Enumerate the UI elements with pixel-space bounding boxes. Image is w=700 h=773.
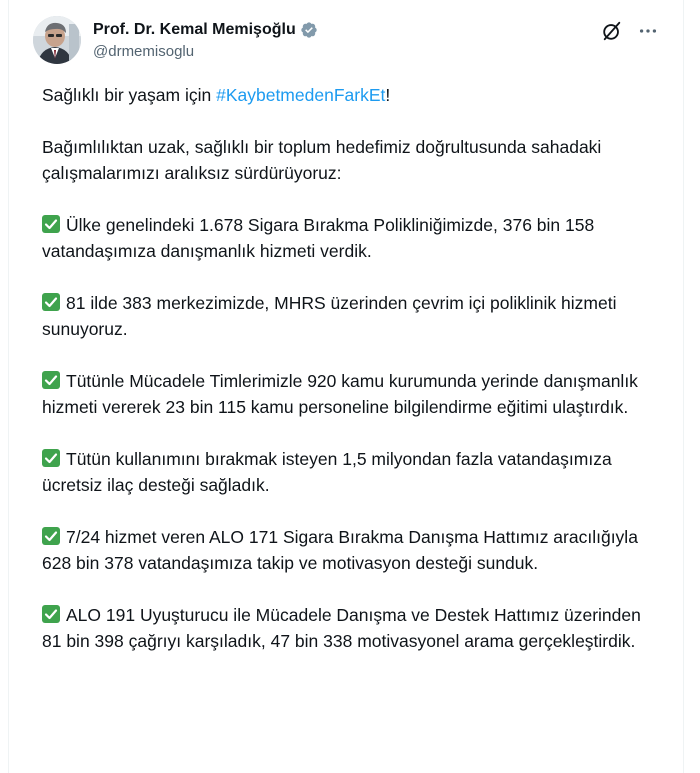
check-mark-icon: [42, 449, 60, 467]
list-item-text: Tütün kullanımını bırakmak isteyen 1,5 milyondan fazla vatandaşımıza ücretsiz ilaç desteği sağladık.: [42, 449, 612, 495]
tweet-actions: [601, 20, 659, 42]
check-mark-icon: [42, 605, 60, 623]
tweet-line-1: [42, 82, 659, 108]
tweet-header: [33, 16, 667, 72]
line1-suffix: !: [385, 85, 391, 105]
list-item: [42, 524, 659, 576]
tweet-card: [8, 0, 684, 773]
list-item-text: Tütünle Mücadele Timlerimizle 920 kamu kurumunda yerinde danışmanlık hizmeti vererek 23 bin 115 kamu personeline bilgilendirme eğitimi ulaştırdık.: [42, 371, 638, 417]
list-item: [42, 602, 659, 654]
list-item-text: ALO 191 Uyuşturucu ile Mücadele Danışma ve Destek Hattımız üzerinden 81 bin 398 çağrıyı karşıladık, 47 bin 338 motivasyonel arama gerçekleştirdik.: [42, 605, 641, 651]
avatar[interactable]: [33, 16, 81, 64]
list-item-text: Ülke genelindeki 1.678 Sigara Bırakma Polikliniğimizde, 376 bin 158 vatandaşımıza danışmanlık hizmeti verdik.: [42, 215, 595, 261]
check-mark-icon: [42, 527, 60, 545]
hashtag-link[interactable]: #KaybetmedenFarkEt: [216, 85, 386, 105]
tweet-text: [42, 82, 659, 680]
list-item-text: 7/24 hizmet veren ALO 171 Sigara Bırakma Danışma Hattımız aracılığıyla 628 bin 378 vatandaşımıza takip ve motivasyon desteği sunduk.: [42, 527, 638, 573]
avatar-image: [33, 16, 81, 64]
tweet-intro: Bağımlılıktan uzak, sağlıklı bir toplum hedefimiz doğrultusunda sahadaki çalışmalarımızı aralıksız sürdürüyoruz:: [42, 137, 602, 183]
check-mark-icon: [42, 371, 60, 389]
display-name[interactable]: Prof. Dr. Kemal Memişoğlu: [93, 21, 296, 38]
check-mark-icon: [42, 293, 60, 311]
more-icon[interactable]: [637, 20, 659, 42]
verified-badge-icon[interactable]: [300, 21, 318, 39]
author-names: [93, 19, 318, 60]
list-item-text: 81 ilde 383 merkezimizde, MHRS üzerinden çevrim içi poliklinik hizmeti sunuyoruz.: [42, 293, 617, 339]
grok-icon[interactable]: [601, 20, 623, 42]
handle[interactable]: @drmemisoglu: [93, 43, 195, 60]
check-mark-icon: [42, 215, 60, 233]
list-item: [42, 290, 659, 342]
list-item: [42, 212, 659, 264]
list-item: [42, 368, 659, 420]
line1-prefix: Sağlıklı bir yaşam için: [42, 85, 217, 105]
list-item: [42, 446, 659, 498]
